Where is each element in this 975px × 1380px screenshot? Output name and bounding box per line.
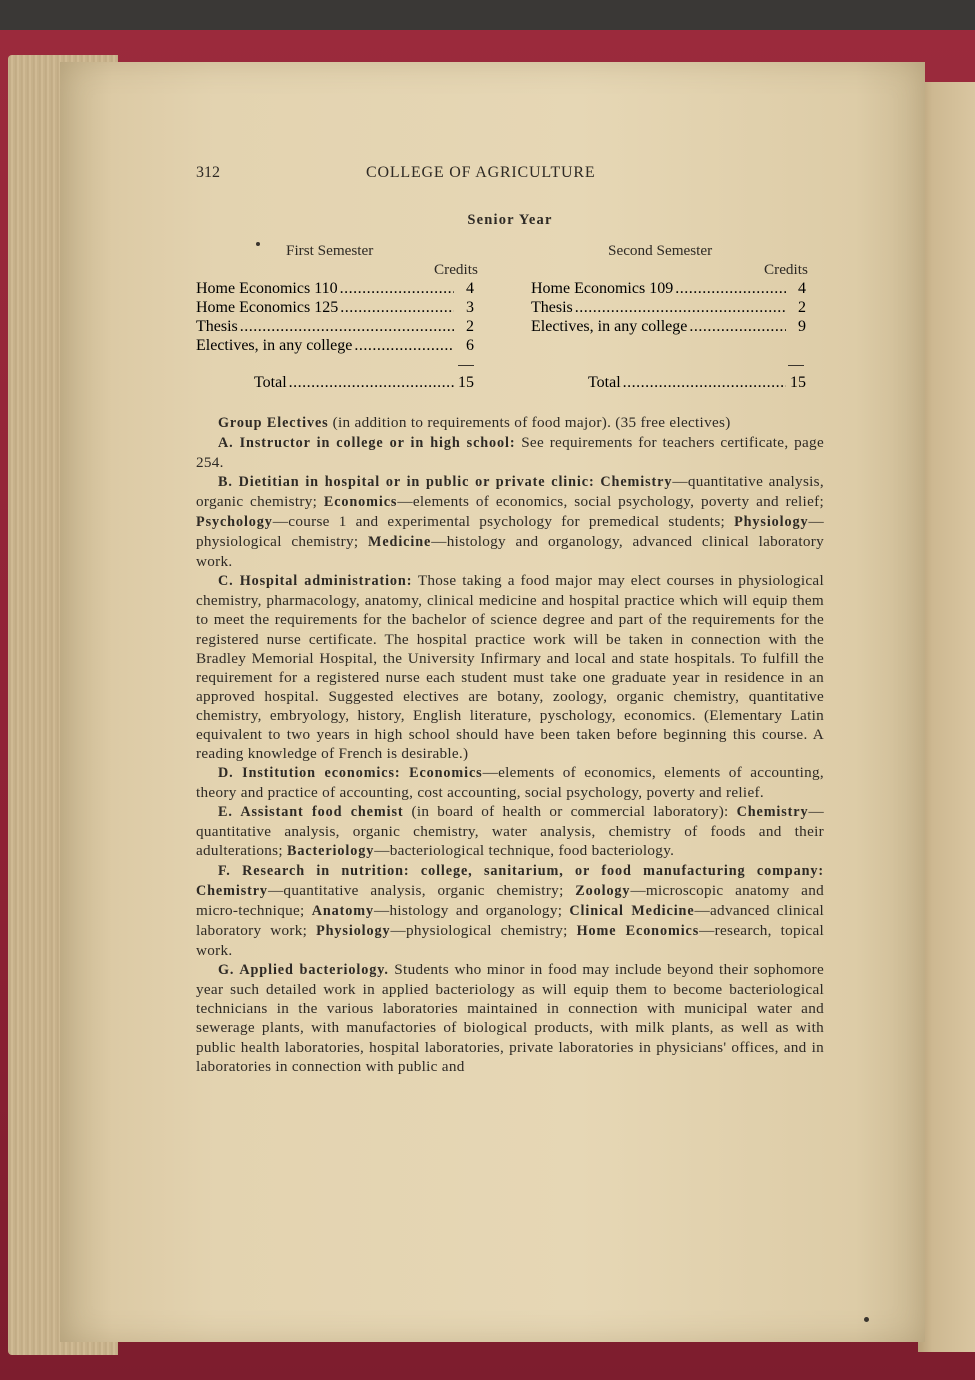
first-semester-credits-label: Credits — [434, 261, 478, 278]
second-semester-row: Electives, in any college ..... 9 — [531, 318, 806, 338]
paragraph-d: D. Institution economics: Economics—elements of economics, elements of accounting, theory and practice of accounting, cost accounting, social psychology, poverty and relief. — [196, 763, 824, 801]
first-semester-row: Home Economics 110 ..... 4 — [196, 280, 474, 300]
first-semester-title: First Semester — [286, 242, 374, 259]
first-semester-row: Home Economics 125 ..... 3 — [196, 299, 474, 319]
paragraph-a: A. Instructor in college or in high school: See requirements for teachers certificate, page 254. — [196, 434, 824, 472]
paragraph-b: B. Dietitian in hospital or in public or private clinic: Chemistry—quantitative analysis, organic chemistry; Economics—elements of economics, social psychology, poverty and relief; Psychology—course 1 and experimental psychology for premedical students; Physiology—physiological chemistry; Medicine—histology and organology, advanced clinical laboratory work. — [196, 473, 824, 571]
first-semester-row: Thesis ..... 2 — [196, 318, 474, 338]
paragraph-f: F. Research in nutrition: college, sanitarium, or food manufacturing company: Chemistry—quantitative analysis, organic chemistry; Zoology—microscopic anatomy and micro-technique; Anatomy—histology and organology; Clinical Medicine—advanced clinical laboratory work; Physiology—physiological chemistry; Home Economics—research, topical work. — [196, 863, 825, 960]
second-semester-total-rule — [788, 365, 804, 366]
body-text — [196, 413, 824, 1076]
bullet-mark — [256, 242, 260, 246]
page-number: 312 — [196, 164, 220, 181]
section-title: Senior Year — [467, 212, 553, 228]
paragraph-g: G. Applied bacteriology. Students who minor in food may include beyond their sophomore year such detailed work in applied bacteriology as will equip them to become bacteriological technicians in the various laboratories maintained in connection with municipal water and sewerage plants, with manufactories of biological products, with milk plants, as well as with public health laboratories, hospital laboratories, private laboratories in physicians' offices, and in laboratories in connection with public and — [196, 961, 824, 1075]
second-semester-row: Home Economics 109 ..... 4 — [531, 280, 806, 300]
paragraph-group-electives: Group Electives (in addition to requirements of food major). (35 free electives) — [218, 414, 731, 431]
second-semester-title: Second Semester — [608, 242, 713, 259]
first-semester-total-rule — [458, 365, 474, 366]
paragraph-e: E. Assistant food chemist (in board of health or commercial laboratory): Chemistry—quantitative analysis, organic chemistry, water analysis, chemistry of foods and their adulterations; Bacteriology—bacteriological technique, food bacteriology. — [196, 802, 824, 860]
second-semester-total: Total ..... 15 — [588, 374, 806, 394]
second-semester-row: Thesis ..... 2 — [531, 299, 806, 319]
paragraph-c: C. Hospital administration: Those taking a food major may elect courses in physiological chemistry, pharmacology, anatomy, clinical medicine and hospital practice which will equip them to meet the requirements for the bachelor of science degree and part of the requirements for the registered nurse certificate. The hospital practice work will be taken in connection with the Bradley Memorial Hospital, the University Infirmary and local and state hospitals. To fulfill the requirement for a registered nurse each student must take one graduate year in residence in an approved hospital. Suggested electives are botany, zoology, organic chemistry, quantitative chemistry, embryology, history, English literature, pyschology, economics. (Elementary Latin equivalent to two years in high school should have been taken before beginning this course. A reading knowledge of French is desirable.) — [196, 572, 824, 762]
first-semester-row: Electives, in any college ..... 6 — [196, 337, 474, 357]
running-head: COLLEGE OF AGRICULTURE — [366, 164, 596, 181]
facing-page-edge — [918, 82, 975, 1352]
second-semester-credits-label: Credits — [764, 261, 808, 278]
first-semester-total: Total ..... 15 — [254, 374, 474, 394]
page-header — [196, 164, 824, 186]
page-speck — [864, 1317, 869, 1322]
